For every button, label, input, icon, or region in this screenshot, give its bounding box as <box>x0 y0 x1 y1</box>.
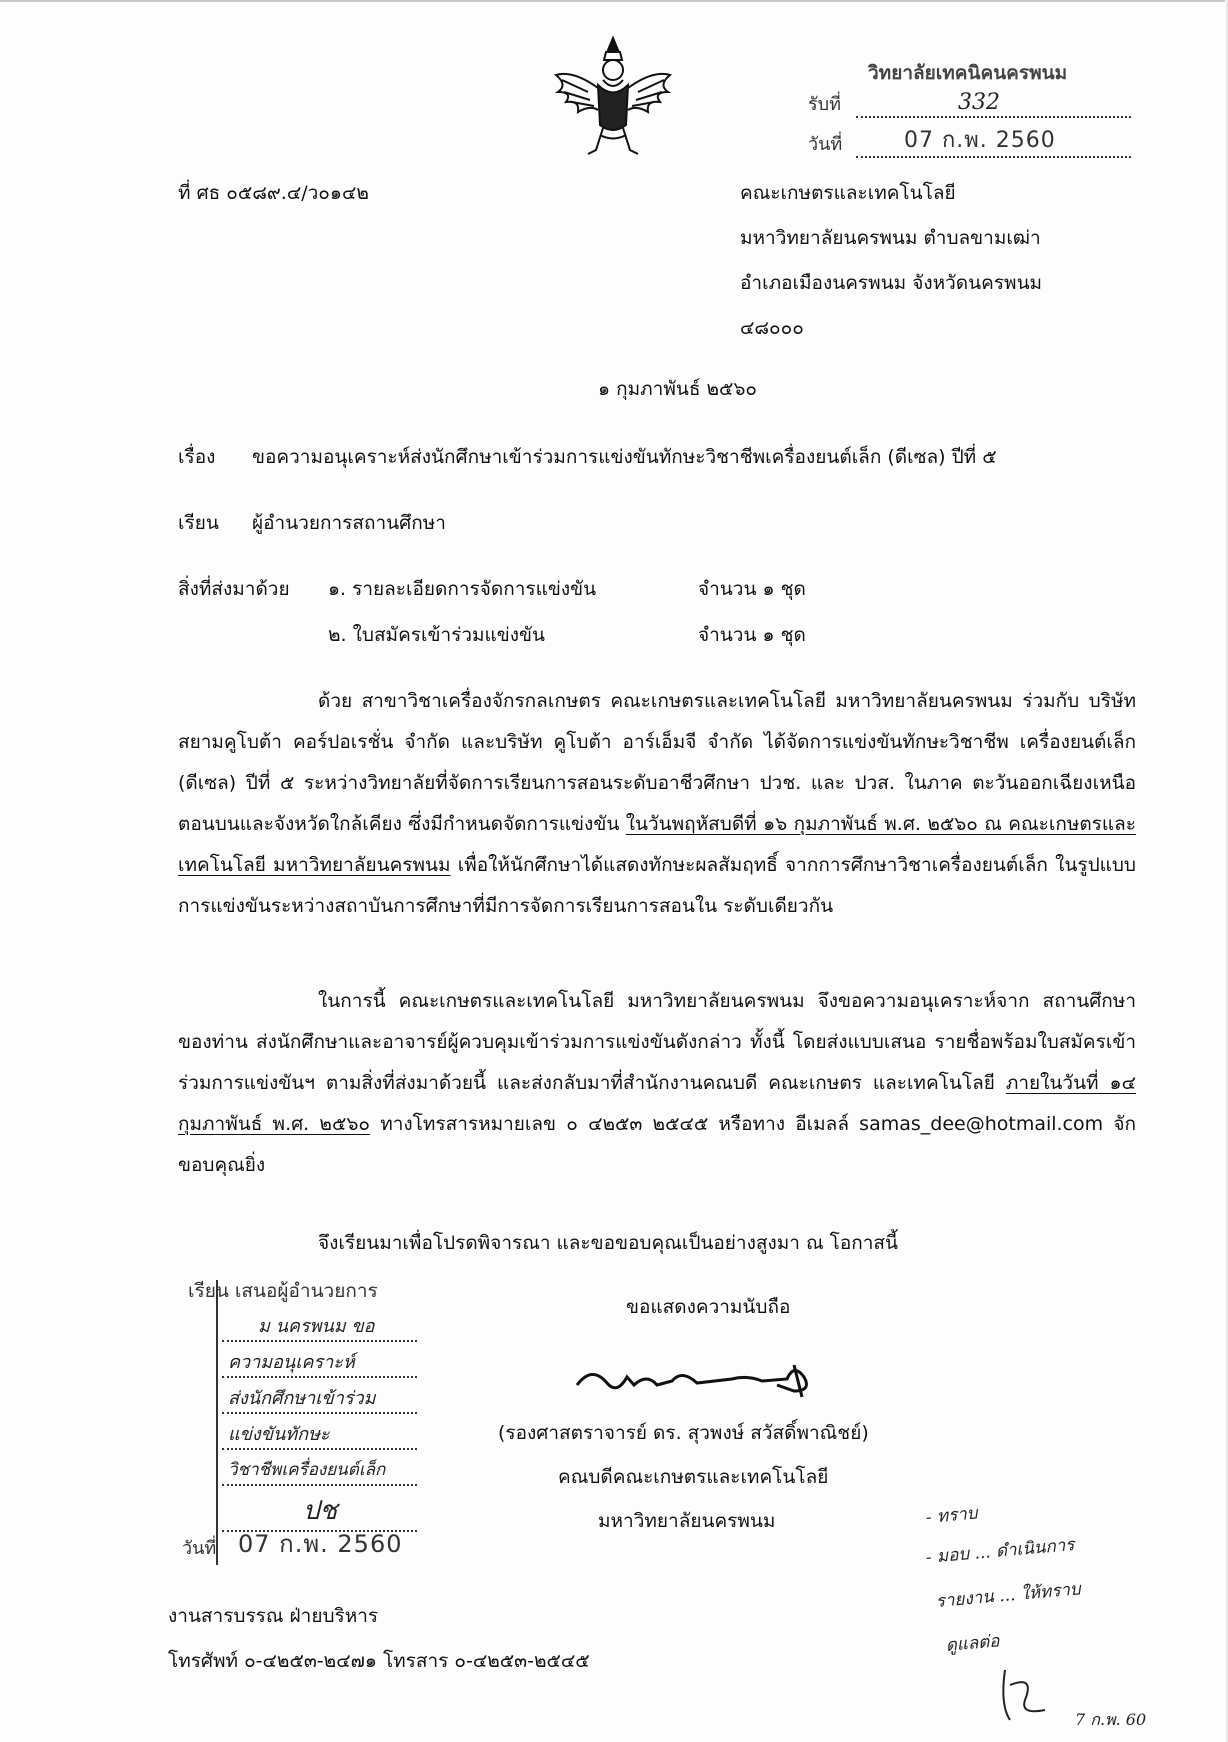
handwritten-note-line: ดูแลต่อ <box>945 1631 1001 1656</box>
routing-line <box>222 1484 417 1486</box>
routing-note-line: ม นครพนม ขอ <box>258 1316 375 1337</box>
recipient-text: ผู้อำนวยการสถานศึกษา <box>252 512 446 534</box>
handwritten-note-date: 7 ก.พ. 60 <box>1075 1710 1147 1729</box>
paragraph-1-underlined-date: ในวันพฤหัสบดีที่ ๑๖ กุมภาพันธ์ พ.ศ. ๒๕๖๐ ณ คณะเกษตรและเทคโนโลยี มหาวิทยาลัยนครพนม <box>178 813 1136 876</box>
paragraph-2-text-a: ในการนี้ คณะเกษตรและเทคโนโลยี มหาวิทยาลัยนครพนม จึงขอความอนุเคราะห์จาก สถานศึกษาของท่าน ส่งนักศึกษาและอาจารย์ผู้ควบคุมเข้าร่วมการแข่งขันดังกล่าว ทั้งนี้ โดยส่งแบบเสนอ รายชื่อพร้อมใบสมัครเข้าร่วมการแข่งขันฯ ตามสิ่งที่ส่งมาด้วยนี้ และส่งกลับมาที่สำนักงานคณบดี คณะเกษตร และเทคโนโลยี <box>178 990 1136 1094</box>
stamp-received-number: 332 <box>958 90 1000 115</box>
receiving-stamp <box>808 56 1148 174</box>
signature-scribble-icon <box>572 1355 842 1405</box>
enclosure-item-name: ๒. ใบสมัครเข้าร่วมแข่งขัน <box>328 624 546 646</box>
body-paragraph-2 <box>178 981 1136 1186</box>
closing-request: จึงเรียนมาเพื่อโปรดพิจารณา และขอขอบคุณเป็นอย่างสูงมา ณ โอกาสนี้ <box>318 1232 899 1254</box>
routing-note-line: ความอนุเคราะห์ <box>228 1352 355 1373</box>
routing-stamp <box>182 1280 423 1565</box>
handwritten-note-line: - ทราบ <box>925 1503 979 1528</box>
address-line-2: มหาวิทยาลัยนครพนม ตำบลขามเฒ่า <box>740 227 1041 249</box>
recipient-label: เรียน <box>178 512 219 534</box>
address-line-3: อำเภอเมืองนครพนม จังหวัดนครพนม <box>740 272 1043 294</box>
routing-line <box>222 1340 417 1342</box>
enclosure-item-name: ๑. รายละเอียดการจัดการแข่งขัน <box>328 578 597 600</box>
stamp-college-name: วิทยาลัยเทคนิคนครพนม <box>868 62 1068 84</box>
routing-stamp-title: เรียน เสนอผู้อำนวยการ <box>188 1280 378 1302</box>
routing-note-line: แข่งขันทักษะ <box>228 1424 330 1445</box>
routing-initial: ปช <box>303 1496 338 1526</box>
routing-date-value: 07 ก.พ. 2560 <box>238 1530 403 1558</box>
letter-date: ๑ กุมภาพันธ์ ๒๕๖๐ <box>598 378 758 400</box>
signatory-organization: มหาวิทยาลัยนครพนม <box>598 1510 776 1532</box>
paragraph-1-text-a: ด้วย สาขาวิชาเครื่องจักรกลเกษตร คณะเกษตรและเทคโนโลยี มหาวิทยาลัยนครพนม ร่วมกับ บริษัท สยามคูโบต้า คอร์ปอเรชั่น จำกัด และบริษัท คูโบต้า อาร์เอ็มจี จำกัด ได้จัดการแข่งขันทักษะวิชาชีพ เครื่องยนต์เล็ก (ดีเซล) ปีที่ ๕ ระหว่างวิทยาลัยที่จัดการเรียนการสอนระดับอาชีวศึกษา ปวช. และ ปวส. ในภาค ตะวันออกเฉียงเหนือตอนบนและจังหวัดใกล้เคียง ซึ่งมีกำหนดจัดการแข่งขัน <box>178 690 1136 835</box>
routing-note-line: ส่งนักศึกษาเข้าร่วม <box>228 1388 376 1409</box>
subject-label: เรื่อง <box>178 446 216 468</box>
signatory-name: (รองศาสตราจารย์ ดร. สุวพงษ์ สวัสดิ์พาณิชย์) <box>498 1422 869 1444</box>
routing-line <box>222 1412 417 1414</box>
scan-edge-top <box>0 0 1228 2</box>
signature-closing: ขอแสดงความนับถือ <box>626 1296 791 1318</box>
garuda-emblem-icon <box>548 30 678 160</box>
stamp-date-value: 07 ก.พ. 2560 <box>904 128 1056 153</box>
handwritten-initial-icon <box>925 1505 1225 1740</box>
signatory-position: คณบดีคณะเกษตรและเทคโนโลยี <box>558 1466 829 1488</box>
routing-note-line: วิชาชีพเครื่องยนต์เล็ก <box>228 1460 386 1480</box>
paragraph-1-text-b: เพื่อให้นักศึกษาได้แสดงทักษะผลสัมฤทธิ์ จากการศึกษาวิชาเครื่องยนต์เล็ก ในรูปแบบการแข่งขันระหว่างสถาบันการศึกษาที่มีการจัดการเรียนการสอนใน ระดับเดียวกัน <box>178 854 1136 917</box>
handwritten-note-line: รายงาน ... ให้ทราบ <box>935 1579 1082 1612</box>
enclosure-item-qty: จำนวน ๑ ชุด <box>698 578 806 600</box>
enclosure-item-qty: จำนวน ๑ ชุด <box>698 624 806 646</box>
paragraph-2-underlined-deadline: ภายในวันที่ ๑๔ กุมภาพันธ์ พ.ศ. ๒๕๖๐ <box>178 1072 1136 1135</box>
handwritten-note-line: - มอบ ... ดำเนินการ <box>925 1535 1076 1568</box>
stamp-date-label: วันที่ <box>808 134 843 155</box>
routing-line <box>222 1448 417 1450</box>
subject-text: ขอความอนุเคราะห์ส่งนักศึกษาเข้าร่วมการแข่งขันทักษะวิชาชีพเครื่องยนต์เล็ก (ดีเซล) ปีที่ ๕ <box>252 446 997 468</box>
stamp-received-label: รับที่ <box>808 94 841 115</box>
address-line-1: คณะเกษตรและเทคโนโลยี <box>740 182 956 204</box>
footer-contact: โทรศัพท์ ๐-๔๒๕๓-๒๔๗๑ โทรสาร ๐-๔๒๕๓-๒๕๔๕ <box>168 1650 590 1672</box>
footer-department: งานสารบรรณ ฝ่ายบริหาร <box>168 1605 379 1627</box>
address-postcode: ๔๘๐๐๐ <box>740 317 804 339</box>
routing-line <box>222 1376 417 1378</box>
routing-date-label: วันที่ <box>182 1538 217 1559</box>
reference-number: ที่ ศธ ๐๕๘๙.๔/ว๐๑๔๒ <box>178 182 369 204</box>
paragraph-2-text-b: ทางโทรสารหมายเลข ๐ ๔๒๕๓ ๒๕๔๕ หรือทาง อีเมลล์ samas_dee@hotmail.com จักขอบคุณยิ่ง <box>178 1113 1136 1176</box>
enclosures-label: สิ่งที่ส่งมาด้วย <box>178 578 290 600</box>
body-paragraph-1 <box>178 681 1136 927</box>
stamp-date-line <box>856 156 1131 158</box>
